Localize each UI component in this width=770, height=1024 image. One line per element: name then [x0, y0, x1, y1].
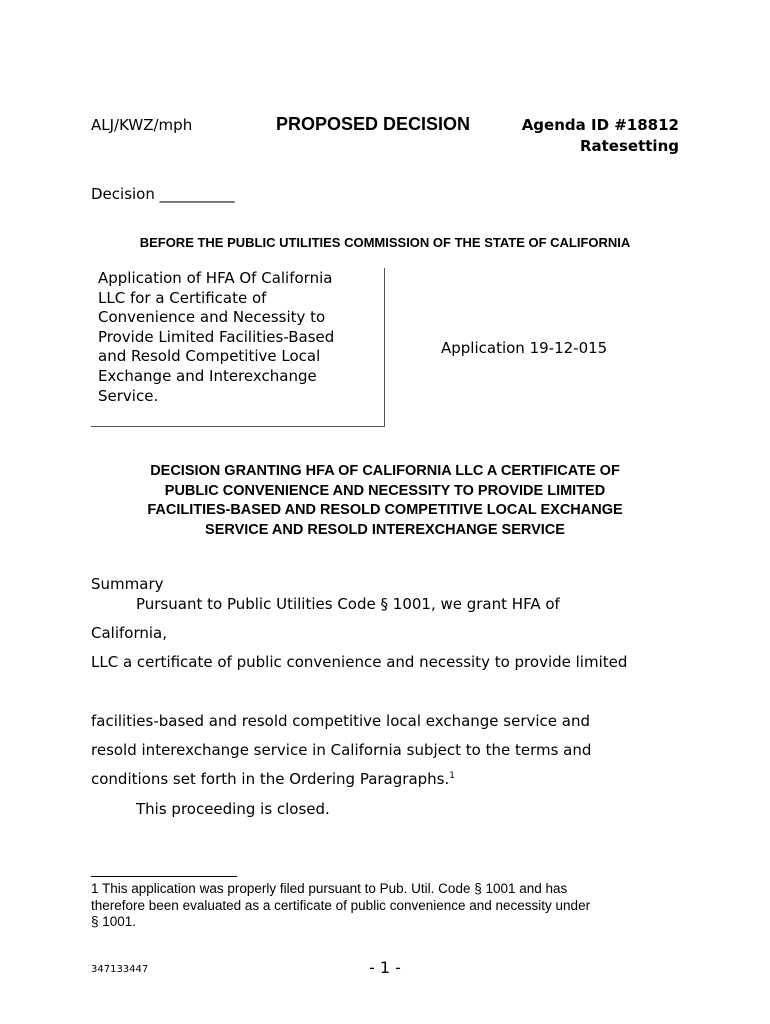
- summary-line: conditions set forth in the Ordering Paragraphs.: [91, 770, 450, 788]
- caption-line: Service.: [98, 386, 159, 405]
- summary-line: California,: [91, 624, 167, 642]
- decision-title-line: PUBLIC CONVENIENCE AND NECESSITY TO PROVIDE LIMITED: [164, 482, 606, 499]
- decision-title: [0, 462, 770, 540]
- caption-line: and Resold Competitive Local: [98, 347, 321, 366]
- summary-heading: Summary: [91, 575, 164, 593]
- document-number: 347133447: [91, 964, 149, 975]
- caption-line: LLC for a Certificate of: [98, 288, 267, 307]
- caption-line: Convenience and Necessity to: [98, 308, 326, 327]
- decision-title-line: FACILITIES-BASED AND RESOLD COMPETITIVE LOCAL EXCHANGE: [147, 502, 623, 519]
- commission-heading: BEFORE THE PUBLIC UTILITIES COMMISSION OF THE STATE OF CALIFORNIA: [139, 235, 631, 250]
- agenda-id: Agenda ID #18812: [521, 116, 679, 134]
- case-caption-box: [91, 268, 385, 427]
- decision-title-line: SERVICE AND RESOLD INTEREXCHANGE SERVICE: [205, 521, 565, 538]
- footnote-reference[interactable]: 1: [449, 771, 455, 781]
- document-status-title: PROPOSED DECISION: [276, 114, 471, 134]
- footnote-line: therefore been evaluated as a certificate of public convenience and necessity under: [91, 898, 591, 913]
- summary-line: This proceeding is closed.: [136, 800, 330, 818]
- summary-line-with-footnote: [91, 770, 455, 788]
- summary-line: Pursuant to Public Utilities Code § 1001, we grant HFA of: [136, 595, 560, 613]
- proceeding-category: Ratesetting: [579, 137, 679, 155]
- docket-reference: ALJ/KWZ/mph: [91, 116, 193, 134]
- caption-line: Exchange and Interexchange: [98, 366, 317, 385]
- summary-line: LLC a certificate of public convenience and necessity to provide limited: [91, 653, 628, 671]
- caption-line: Provide Limited Facilities-Based: [98, 327, 335, 346]
- footnote-line: § 1001.: [91, 914, 137, 929]
- decision-title-line: DECISION GRANTING HFA OF CALIFORNIA LLC A CERTIFICATE OF: [150, 463, 620, 479]
- decision-number-line: Decision __________: [91, 185, 235, 203]
- application-number: Application 19-12-015: [441, 339, 608, 357]
- page-number: - 1 -: [369, 958, 401, 977]
- caption-line: Application of HFA Of California: [98, 269, 333, 287]
- summary-line: resold interexchange service in California subject to the terms and: [91, 741, 592, 759]
- summary-line: facilities-based and resold competitive local exchange service and: [91, 712, 591, 730]
- footnote-line: 1 This application was properly filed pursuant to Pub. Util. Code § 1001 and has: [91, 881, 568, 896]
- footnote-separator: [91, 876, 237, 877]
